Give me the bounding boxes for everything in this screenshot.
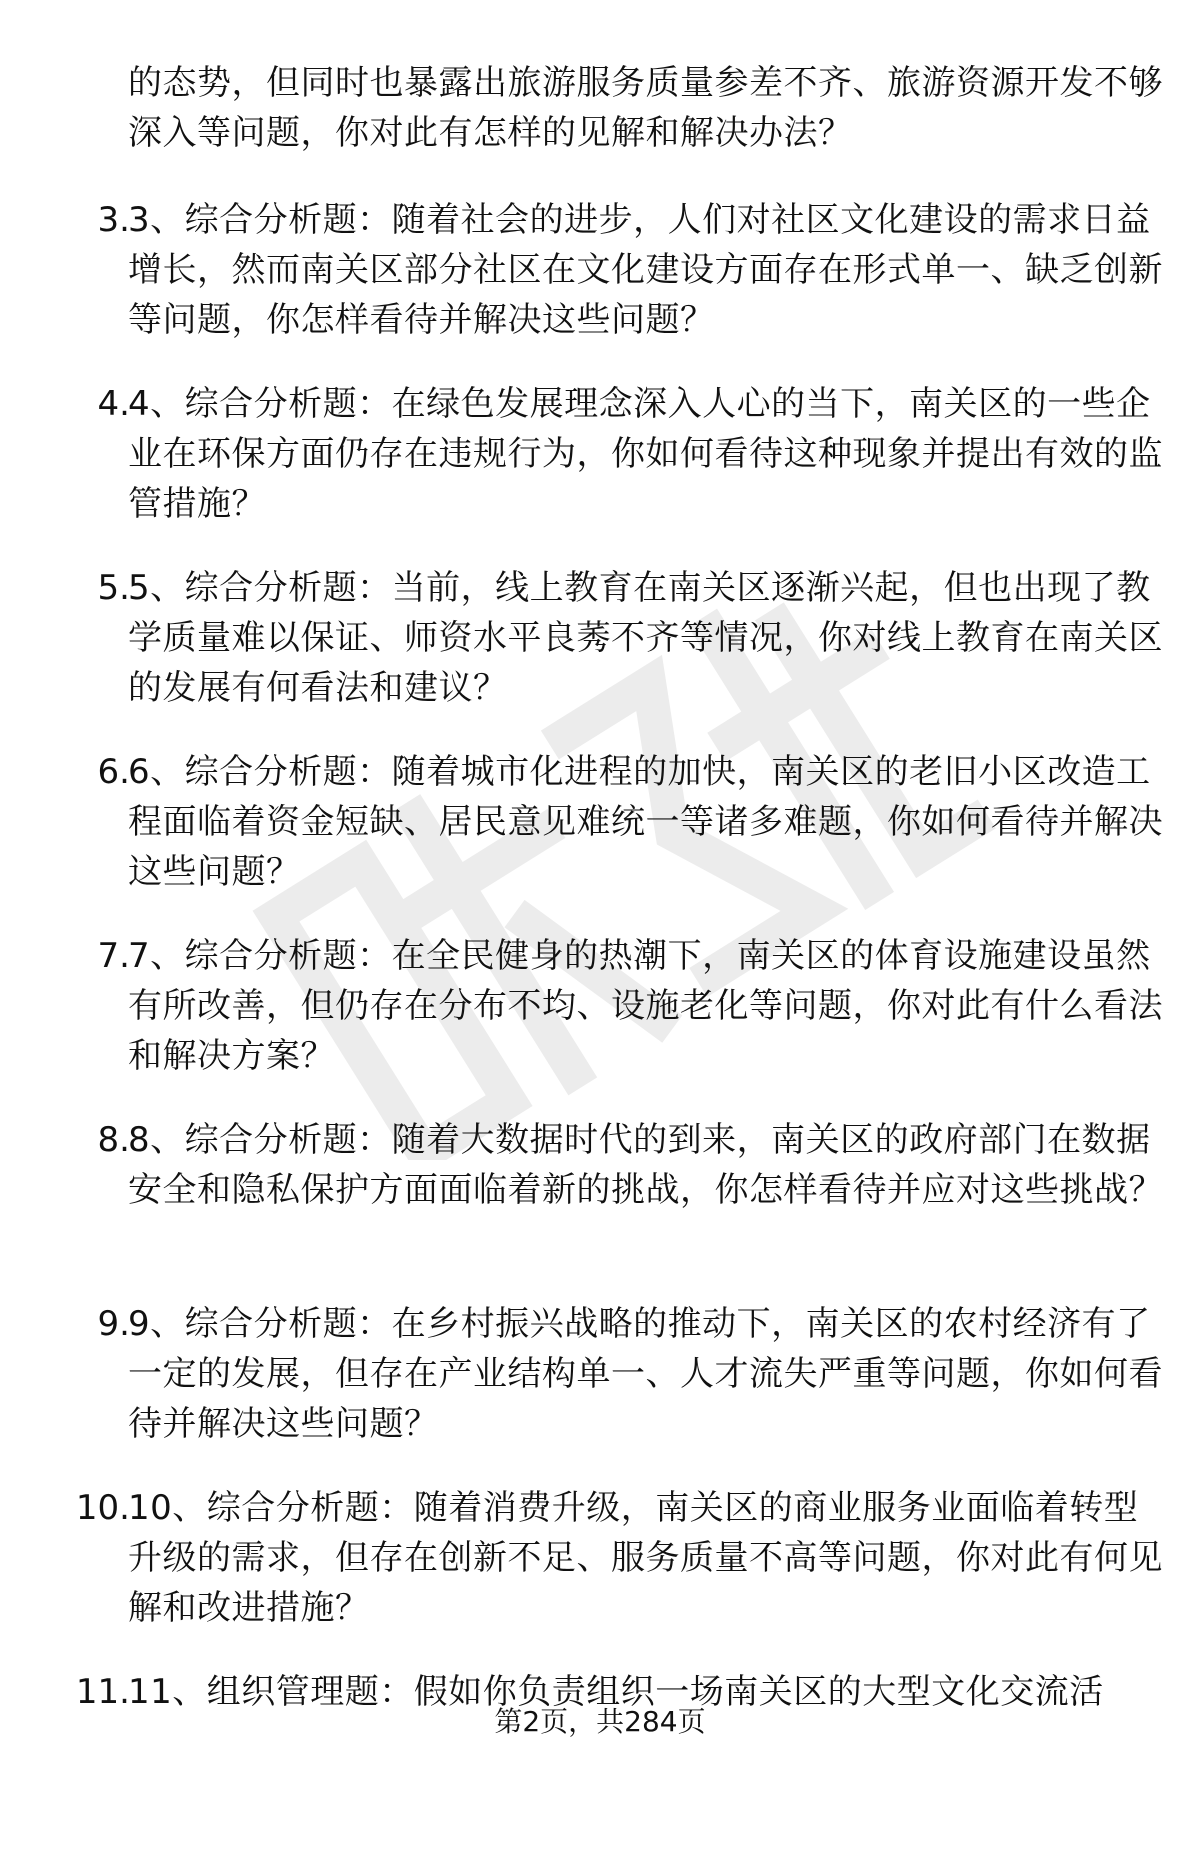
question-item <box>0 379 1200 563</box>
question-text: 5、综合分析题：当前，线上教育在南关区逐渐兴起，但也出现了教学质量难以保证、师资水平良莠不齐等情况，你对线上教育在南关区的发展有何看法和建议？ <box>128 568 1163 708</box>
question-item <box>0 1299 1200 1483</box>
question-text: 7、综合分析题：在全民健身的热潮下，南关区的体育设施建设虽然有所改善，但仍存在分布不均、设施老化等问题，你对此有什么看法和解决方案？ <box>128 936 1163 1076</box>
question-number: 4. <box>97 384 130 424</box>
question-text: 10、综合分析题：随着消费升级，南关区的商业服务业面临着转型升级的需求，但存在创新不足、服务质量不高等问题，你对此有何见解和改进措施？ <box>128 1488 1163 1628</box>
question-item <box>0 1483 1200 1667</box>
question-number: 7. <box>97 936 130 976</box>
question-text: 11、组织管理题：假如你负责组织一场南关区的大型文化交流活 <box>128 1672 1104 1712</box>
question-text: 9、综合分析题：在乡村振兴战略的推动下，南关区的农村经济有了一定的发展，但存在产业结构单一、人才流失严重等问题，你如何看待并解决这些问题？ <box>128 1304 1163 1444</box>
question-item <box>0 195 1200 379</box>
question-item <box>0 747 1200 931</box>
question-list <box>0 195 1200 1851</box>
question-item <box>0 1667 1200 1851</box>
question-text: 3、综合分析题：随着社会的进步，人们对社区文化建设的需求日益增长，然而南关区部分社区在文化建设方面存在形式单一、缺乏创新等问题，你怎样看待并解决这些问题？ <box>128 200 1163 340</box>
question-number: 5. <box>97 568 130 608</box>
question-item <box>0 563 1200 747</box>
question-item <box>0 931 1200 1115</box>
question-text: 6、综合分析题：随着城市化进程的加快，南关区的老旧小区改造工程面临着资金短缺、居民意见难统一等诸多难题，你如何看待并解决这些问题？ <box>128 752 1163 892</box>
question-number: 3. <box>97 200 130 240</box>
question-text: 4、综合分析题：在绿色发展理念深入人心的当下，南关区的一些企业在环保方面仍存在违规行为，你如何看待这种现象并提出有效的监管措施？ <box>128 384 1163 524</box>
question-number: 9. <box>97 1304 130 1344</box>
question-number: 10. <box>75 1488 130 1528</box>
question-number: 8. <box>97 1120 130 1160</box>
question-number: 11. <box>75 1672 130 1712</box>
continuation-paragraph: 的态势，但同时也暴露出旅游服务质量参差不齐、旅游资源开发不够深入等问题，你对此有怎样的见解和解决办法？ <box>128 63 1163 153</box>
page-footer: 第2页，共284页 <box>494 1705 706 1738</box>
question-number: 6. <box>97 752 130 792</box>
question-text: 8、综合分析题：随着大数据时代的到来，南关区的政府部门在数据安全和隐私保护方面面临着新的挑战，你怎样看待并应对这些挑战？ <box>128 1120 1163 1210</box>
question-item <box>0 1115 1200 1299</box>
